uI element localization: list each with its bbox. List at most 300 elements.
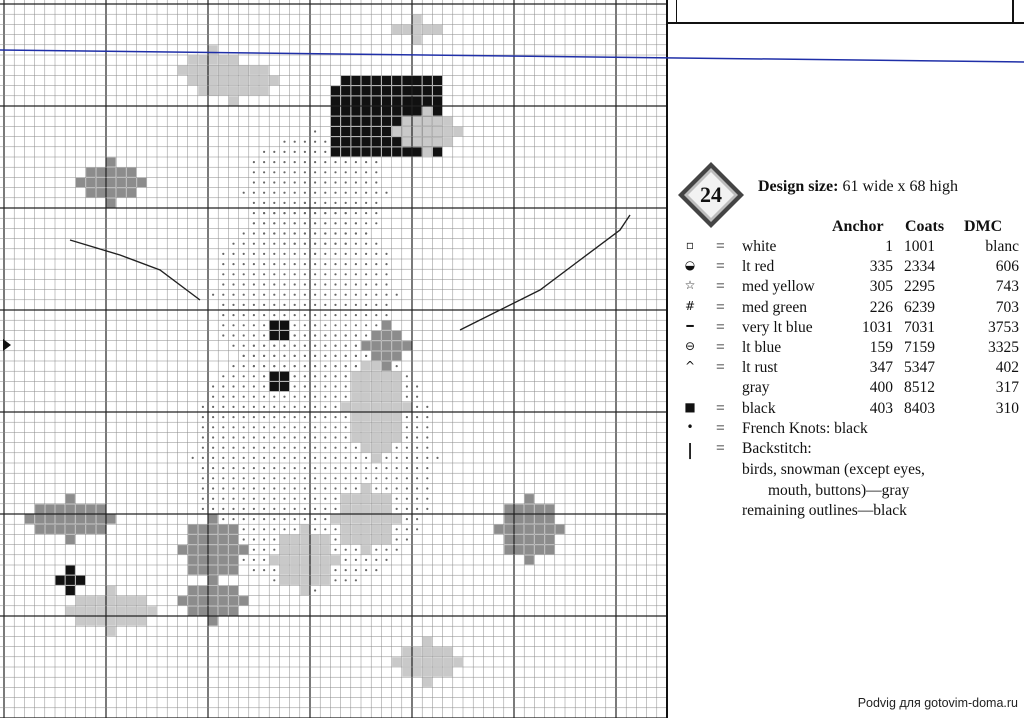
stitch-white — [273, 549, 275, 551]
stitch-white — [273, 447, 275, 449]
stitch-light — [402, 402, 411, 411]
stitch-white — [314, 130, 316, 132]
stitch-black — [382, 137, 391, 146]
stitch-white — [416, 477, 418, 479]
stitch-white — [365, 457, 367, 459]
stitch-light — [321, 535, 330, 544]
stitch-gray — [86, 504, 95, 513]
stitch-white — [273, 345, 275, 347]
stitch-light — [392, 413, 401, 422]
stitch-light — [178, 66, 187, 75]
stitch-white — [345, 324, 347, 326]
stitch-white — [263, 294, 265, 296]
stitch-white — [294, 273, 296, 275]
stitch-white — [273, 243, 275, 245]
stitch-gray — [219, 586, 228, 595]
stitch-light — [362, 535, 371, 544]
stitch-white — [365, 232, 367, 234]
stitch-gray — [555, 525, 564, 534]
dmc-number: 317 — [995, 379, 1019, 397]
stitch-light — [372, 525, 381, 534]
stitch-black — [341, 127, 350, 136]
stitch-white — [365, 559, 367, 561]
stitch-white — [324, 273, 326, 275]
stitch-white — [365, 477, 367, 479]
stitch-light — [392, 657, 401, 666]
stitch-white — [385, 487, 387, 489]
stitch-white — [304, 426, 306, 428]
stitch-light — [280, 535, 289, 544]
stitch-white — [222, 457, 224, 459]
stitch-gray — [188, 596, 197, 605]
stitch-white — [365, 181, 367, 183]
stitch-light — [280, 566, 289, 575]
stitch-white — [324, 253, 326, 255]
stitch-gray — [45, 515, 54, 524]
stitch-black — [392, 96, 401, 105]
stitch-white — [334, 508, 336, 510]
stitch-light — [290, 545, 299, 554]
stitch-light — [382, 433, 391, 442]
stitch-white — [324, 406, 326, 408]
stitch-light — [300, 545, 309, 554]
stitch-light — [229, 56, 238, 65]
stitch-white — [243, 294, 245, 296]
stitch-white — [314, 263, 316, 265]
stitch-white — [396, 549, 398, 551]
stitch-gray — [198, 535, 207, 544]
stitch-white — [324, 304, 326, 306]
stitch-gray — [362, 341, 371, 350]
stitch-black — [402, 96, 411, 105]
stitch-white — [294, 487, 296, 489]
stitch-white — [294, 436, 296, 438]
stitch-light — [362, 494, 371, 503]
stitch-white — [365, 467, 367, 469]
stitch-light — [209, 66, 218, 75]
stitch-white — [355, 232, 357, 234]
stitch-white — [355, 549, 357, 551]
stitch-light — [117, 606, 126, 615]
stitch-white — [263, 304, 265, 306]
stitch-white — [396, 365, 398, 367]
stitch-white — [222, 283, 224, 285]
stitch-white — [253, 416, 255, 418]
stitch-gray — [239, 596, 248, 605]
stitch-gray — [515, 525, 524, 534]
stitch-white — [375, 314, 377, 316]
stitch-black — [56, 576, 65, 585]
stitch-light — [382, 372, 391, 381]
stitch-white — [263, 324, 265, 326]
stitch-white — [253, 385, 255, 387]
stitch-white — [253, 171, 255, 173]
stitch-white — [416, 467, 418, 469]
stitch-white — [426, 477, 428, 479]
stitch-white — [334, 426, 336, 428]
stitch-light — [423, 137, 432, 146]
stitch-light — [76, 617, 85, 626]
stitch-white — [355, 569, 357, 571]
stitch-white — [304, 385, 306, 387]
stitch-white — [416, 406, 418, 408]
anchor-number: 226 — [869, 298, 893, 316]
stitch-white — [294, 141, 296, 143]
stitch-black — [382, 86, 391, 95]
stitch-white — [324, 396, 326, 398]
stitch-white — [355, 171, 357, 173]
stitch-black — [331, 107, 340, 116]
stitch-white — [294, 192, 296, 194]
stitch-light — [198, 66, 207, 75]
stitch-white — [243, 253, 245, 255]
stitch-gray — [86, 515, 95, 524]
stitch-white — [345, 477, 347, 479]
stitch-black — [413, 147, 422, 156]
stitch-white — [334, 538, 336, 540]
stitch-white — [273, 355, 275, 357]
stitch-white — [324, 151, 326, 153]
stitch-white — [294, 171, 296, 173]
color-name: med green — [742, 298, 807, 316]
stitch-white — [406, 396, 408, 398]
stitch-black — [372, 86, 381, 95]
stitch-white — [253, 365, 255, 367]
stitch-white — [375, 324, 377, 326]
stitch-light — [351, 402, 360, 411]
stitch-black — [413, 76, 422, 85]
stitch-light — [311, 555, 320, 564]
stitch-light — [382, 535, 391, 544]
stitch-white — [365, 222, 367, 224]
coats-number: 6239 — [904, 298, 935, 316]
stitch-white — [243, 263, 245, 265]
stitch-white — [334, 375, 336, 377]
stitch-white — [253, 243, 255, 245]
stitch-white — [212, 508, 214, 510]
stitch-white — [283, 232, 285, 234]
stitch-white — [385, 477, 387, 479]
dmc-number: blanc — [985, 238, 1019, 255]
stitch-white — [253, 161, 255, 163]
backstitch-title: Backstitch: — [742, 439, 812, 457]
stitch-white — [355, 222, 357, 224]
stitch-white — [212, 447, 214, 449]
stitch-light — [117, 617, 126, 626]
stitch-white — [365, 202, 367, 204]
stitch-white — [253, 181, 255, 183]
stitch-white — [396, 487, 398, 489]
stitch-white — [375, 243, 377, 245]
stitch-white — [324, 528, 326, 530]
stitch-white — [304, 294, 306, 296]
stitch-light — [66, 606, 75, 615]
stitch-white — [355, 202, 357, 204]
stitch-white — [263, 345, 265, 347]
stitch-black — [362, 127, 371, 136]
stitch-white — [243, 487, 245, 489]
stitch-white — [263, 487, 265, 489]
stitch-light — [127, 596, 136, 605]
stitch-white — [406, 385, 408, 387]
stitch-white — [304, 416, 306, 418]
stitch-white — [406, 487, 408, 489]
stitch-white — [243, 314, 245, 316]
stitch-gray — [76, 515, 85, 524]
stitch-white — [202, 426, 204, 428]
stitch-white — [324, 314, 326, 316]
stitch-white — [273, 457, 275, 459]
stitch-white — [375, 212, 377, 214]
stitch-white — [345, 314, 347, 316]
stitch-gray — [545, 504, 554, 513]
stitch-white — [314, 447, 316, 449]
stitch-white — [212, 385, 214, 387]
stitch-black — [341, 86, 350, 95]
stitch-white — [324, 508, 326, 510]
stitch-gray — [127, 178, 136, 187]
stitch-white — [355, 192, 357, 194]
stitch-white — [294, 263, 296, 265]
stitch-light — [321, 555, 330, 564]
stitch-white — [324, 498, 326, 500]
stitch-white — [263, 436, 265, 438]
stitch-white — [222, 508, 224, 510]
stitch-white — [304, 151, 306, 153]
stitch-white — [314, 498, 316, 500]
stitch-white — [436, 457, 438, 459]
stitch-white — [232, 375, 234, 377]
stitch-light — [107, 606, 116, 615]
stitch-white — [314, 426, 316, 428]
stitch-white — [334, 212, 336, 214]
stitch-gray — [198, 586, 207, 595]
stitch-white — [273, 202, 275, 204]
stitch-black — [280, 321, 289, 330]
stitch-white — [273, 538, 275, 540]
stitch-white — [283, 314, 285, 316]
stitch-gray — [382, 331, 391, 340]
stitch-gray — [76, 525, 85, 534]
stitch-light — [229, 76, 238, 85]
stitch-gray — [504, 504, 513, 513]
stitch-white — [324, 181, 326, 183]
stitch-white — [416, 447, 418, 449]
stitch-gray — [209, 515, 218, 524]
key-row: ▫ = white 1 1001 blanc — [676, 238, 1021, 258]
stitch-gray — [96, 168, 105, 177]
stitch-white — [334, 355, 336, 357]
stitch-light — [137, 596, 146, 605]
stitch-white — [263, 385, 265, 387]
stitch-gray — [545, 535, 554, 544]
stitch-light — [198, 86, 207, 95]
key-row: ⊖ = lt blue 159 7159 3325 — [676, 339, 1021, 359]
stitch-light — [362, 525, 371, 534]
stitch-gray — [229, 535, 238, 544]
stitch-white — [294, 396, 296, 398]
stitch-white — [314, 355, 316, 357]
stitch-white — [365, 294, 367, 296]
stitch-light — [443, 117, 452, 126]
stitch-light — [351, 515, 360, 524]
stitch-white — [243, 559, 245, 561]
stitch-light — [260, 76, 269, 85]
stitch-gray — [494, 525, 503, 534]
stitch-black — [372, 76, 381, 85]
stitch-light — [402, 25, 411, 34]
stitch-white — [314, 161, 316, 163]
stitch-white — [243, 345, 245, 347]
stitch-white — [243, 304, 245, 306]
stitch-white — [355, 457, 357, 459]
stitch-white — [243, 396, 245, 398]
backstitch-line-3: remaining outlines—black — [742, 502, 907, 520]
stitch-gray — [25, 515, 34, 524]
stitch-white — [355, 212, 357, 214]
stitch-gray — [382, 321, 391, 330]
stitch-white — [365, 324, 367, 326]
stitch-white — [385, 304, 387, 306]
stitch-light — [433, 647, 442, 656]
stitch-black — [433, 86, 442, 95]
stitch-gray — [188, 525, 197, 534]
stitch-symbol-icon: ^ — [684, 359, 696, 374]
stitch-light — [331, 515, 340, 524]
stitch-white — [345, 192, 347, 194]
stitch-light — [372, 362, 381, 371]
stitch-light — [362, 545, 371, 554]
stitch-white — [334, 202, 336, 204]
stitch-white — [232, 436, 234, 438]
stitch-light — [209, 76, 218, 85]
stitch-white — [253, 467, 255, 469]
stitch-white — [232, 334, 234, 336]
stitch-white — [324, 202, 326, 204]
key-row: ━ = very lt blue 1031 7031 3753 — [676, 319, 1021, 339]
stitch-symbol-icon: ◒ — [684, 258, 696, 273]
stitch-light — [423, 657, 432, 666]
stitch-white — [385, 467, 387, 469]
stitch-white — [294, 385, 296, 387]
stitch-white — [334, 416, 336, 418]
stitch-white — [304, 436, 306, 438]
stitch-white — [232, 314, 234, 316]
stitch-light — [239, 66, 248, 75]
stitch-light — [147, 606, 156, 615]
stitch-white — [375, 202, 377, 204]
stitch-black — [382, 147, 391, 156]
stitch-white — [406, 528, 408, 530]
stitch-symbol-icon: ☆ — [684, 278, 696, 293]
stitch-light — [321, 566, 330, 575]
stitch-white — [253, 406, 255, 408]
stitch-white — [345, 457, 347, 459]
stitch-white — [232, 508, 234, 510]
stitch-white — [426, 467, 428, 469]
stitch-symbol-icon: # — [684, 298, 696, 313]
stitch-black — [413, 107, 422, 116]
stitch-white — [294, 355, 296, 357]
stitch-light — [413, 657, 422, 666]
stitch-white — [232, 365, 234, 367]
stitch-white — [222, 406, 224, 408]
stitch-black — [372, 127, 381, 136]
stitch-gray — [178, 596, 187, 605]
stitch-light — [76, 606, 85, 615]
stitch-light — [209, 45, 218, 54]
stitch-white — [355, 355, 357, 357]
stitch-white — [212, 406, 214, 408]
color-name: lt blue — [742, 338, 782, 356]
stitch-light — [280, 545, 289, 554]
stitch-white — [426, 498, 428, 500]
stitch-gray — [96, 178, 105, 187]
stitch-white — [263, 528, 265, 530]
stitch-gray — [525, 494, 534, 503]
stitch-white — [253, 447, 255, 449]
stitch-white — [273, 294, 275, 296]
stitch-white — [334, 181, 336, 183]
stitch-white — [324, 324, 326, 326]
stitch-white — [253, 294, 255, 296]
stitch-white — [345, 426, 347, 428]
stitch-white — [375, 283, 377, 285]
stitch-black — [66, 586, 75, 595]
stitch-light — [362, 443, 371, 452]
stitch-white — [232, 273, 234, 275]
coats-number: 5347 — [904, 359, 935, 377]
stitch-white — [406, 457, 408, 459]
stitch-gray — [188, 555, 197, 564]
stitch-light — [362, 402, 371, 411]
stitch-black — [341, 107, 350, 116]
stitch-white — [345, 579, 347, 581]
stitch-white — [273, 508, 275, 510]
stitch-white — [253, 487, 255, 489]
stitch-white — [345, 559, 347, 561]
stitch-white — [232, 294, 234, 296]
stitch-white — [345, 283, 347, 285]
stitch-black — [392, 137, 401, 146]
stitch-black — [372, 137, 381, 146]
stitch-white — [263, 467, 265, 469]
stitch-white — [263, 508, 265, 510]
stitch-white — [263, 416, 265, 418]
stitch-light — [290, 566, 299, 575]
stitch-white — [385, 273, 387, 275]
stitch-white — [345, 304, 347, 306]
stitch-white — [345, 253, 347, 255]
stitch-white — [202, 457, 204, 459]
stitch-white — [232, 263, 234, 265]
stitch-white — [283, 181, 285, 183]
stitch-light — [351, 504, 360, 513]
stitch-white — [232, 518, 234, 520]
stitch-white — [304, 406, 306, 408]
stitch-gray — [76, 178, 85, 187]
stitch-light — [443, 657, 452, 666]
stitch-gray — [382, 351, 391, 360]
stitch-black — [351, 107, 360, 116]
stitch-white — [314, 396, 316, 398]
stitch-white — [355, 579, 357, 581]
stitch-white — [304, 253, 306, 255]
stitch-white — [273, 396, 275, 398]
anchor-number: 305 — [869, 278, 893, 296]
stitch-light — [127, 606, 136, 615]
stitch-gray — [35, 525, 44, 534]
